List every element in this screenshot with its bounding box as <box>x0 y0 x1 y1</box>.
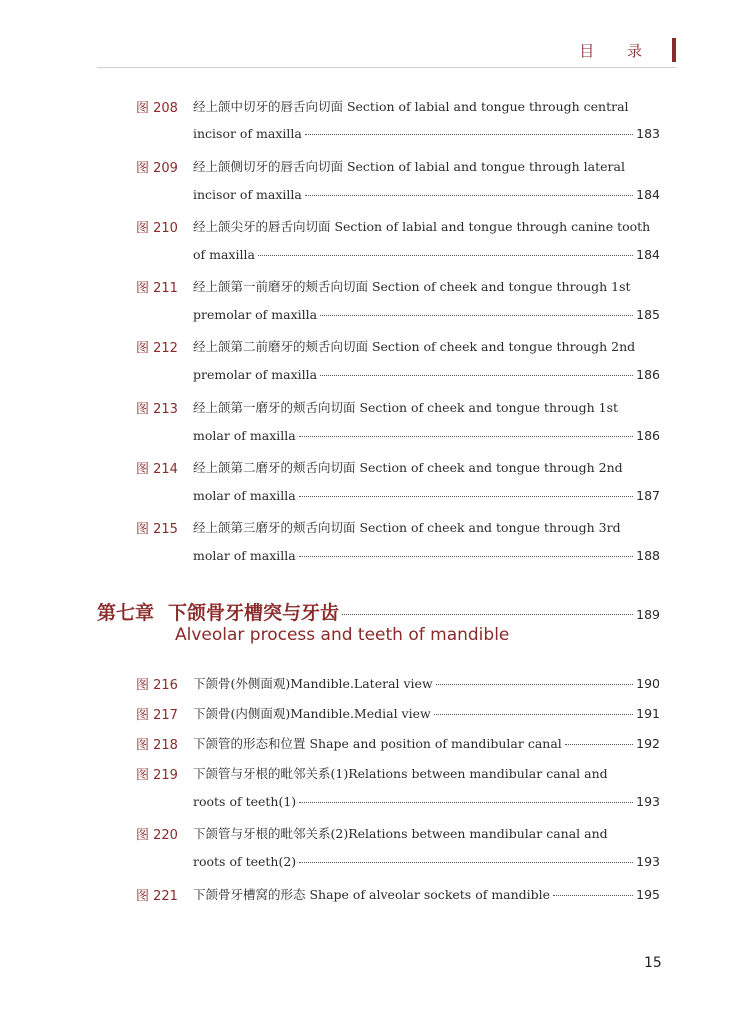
entry-page: 184 <box>636 247 660 262</box>
page-header <box>97 38 676 68</box>
entry-title: 经上颌第三磨牙的颊舌向切面 Section of cheek and tongue through 3rd <box>193 520 621 535</box>
figure-number: 图 213 <box>136 402 178 417</box>
dot-leader <box>434 714 633 715</box>
entry-leader-line <box>193 854 660 869</box>
entry-page: 183 <box>636 126 660 141</box>
header-rule <box>97 67 676 68</box>
header-accent-bar <box>672 38 676 62</box>
figure-number: 图 216 <box>136 678 178 693</box>
entry-leader-line <box>193 428 660 443</box>
entry-title: 下颌骨(内侧面观)Mandible.Medial view <box>193 706 431 721</box>
entry-page: 192 <box>636 736 660 751</box>
dot-leader <box>305 195 633 196</box>
entry-leader-line <box>193 794 660 809</box>
dot-leader <box>258 255 633 256</box>
chapter-label: 第七章 <box>97 602 155 624</box>
entry-title: 经上颌第二前磨牙的颊舌向切面 Section of cheek and tongue through 2nd <box>193 339 636 354</box>
entry-title: 经上颌第一前磨牙的颊舌向切面 Section of cheek and tongue through 1st <box>193 279 631 294</box>
entry-title-cont: roots of teeth(2) <box>193 854 297 869</box>
entry-leader-line <box>193 885 660 903</box>
entry-title-cont: molar of maxilla <box>193 428 296 443</box>
entry-title: 下颌骨牙槽窝的形态 Shape of alveolar sockets of mandible <box>193 887 551 902</box>
entry-title: 下颌管与牙根的毗邻关系(1)Relations between mandibular canal and <box>193 766 608 781</box>
chapter-title: 下颌骨牙槽突与牙齿 <box>168 602 340 624</box>
entry-page: 195 <box>636 887 660 902</box>
figure-number: 图 215 <box>136 522 178 537</box>
dot-leader <box>299 802 633 803</box>
entry-page: 184 <box>636 187 660 202</box>
entry-title: 下颌管的形态和位置 Shape and position of mandibular canal <box>193 736 562 751</box>
entry-page: 186 <box>636 367 660 382</box>
figure-number: 图 218 <box>136 738 178 753</box>
figure-number: 图 220 <box>136 828 178 843</box>
entry-title-cont: molar of maxilla <box>193 548 296 563</box>
dot-leader <box>299 496 633 497</box>
entry-leader-line <box>193 307 660 322</box>
entry-leader-line <box>193 367 660 382</box>
entry-title-cont: incisor of maxilla <box>193 126 302 141</box>
figure-number: 图 210 <box>136 221 178 236</box>
entry-page: 185 <box>636 307 660 322</box>
dot-leader <box>299 862 633 863</box>
entry-title-cont: premolar of maxilla <box>193 307 318 322</box>
entry-page: 186 <box>636 428 660 443</box>
figure-number: 图 217 <box>136 708 178 723</box>
entry-leader-line <box>193 674 660 692</box>
dot-leader <box>342 614 633 615</box>
page-number: 15 <box>644 955 662 971</box>
dot-leader <box>565 744 633 745</box>
entry-title-cont: incisor of maxilla <box>193 187 302 202</box>
dot-leader <box>305 134 633 135</box>
figure-number: 图 208 <box>136 101 178 116</box>
dot-leader <box>320 375 633 376</box>
entry-title-cont: of maxilla <box>193 247 255 262</box>
entry-title: 经上颌中切牙的唇舌向切面 Section of labial and tongue through central <box>193 99 629 114</box>
figure-number: 图 211 <box>136 281 178 296</box>
entry-page: 188 <box>636 548 660 563</box>
entry-page: 193 <box>636 794 660 809</box>
entry-leader-line <box>193 548 660 563</box>
figure-number: 图 212 <box>136 341 178 356</box>
chapter-page: 189 <box>636 607 660 622</box>
entry-page: 193 <box>636 854 660 869</box>
figure-number: 图 214 <box>136 462 178 477</box>
entry-title: 经上颌第一磨牙的颊舌向切面 Section of cheek and tongue through 1st <box>193 400 619 415</box>
entry-title-cont: premolar of maxilla <box>193 367 318 382</box>
entry-title-cont: roots of teeth(1) <box>193 794 297 809</box>
dot-leader <box>320 315 633 316</box>
figure-number: 图 221 <box>136 889 178 904</box>
entry-title-cont: molar of maxilla <box>193 488 296 503</box>
dot-leader <box>553 895 633 896</box>
entry-page: 190 <box>636 676 660 691</box>
chapter-title-en: Alveolar process and teeth of mandible <box>175 625 510 645</box>
figure-number: 图 209 <box>136 161 178 176</box>
entry-title: 经上颌第二磨牙的颊舌向切面 Section of cheek and tongue through 2nd <box>193 460 623 475</box>
chapter-heading[interactable] <box>97 598 660 625</box>
entry-title: 经上颌侧切牙的唇舌向切面 Section of labial and tongue through lateral <box>193 159 625 174</box>
figure-number: 图 219 <box>136 768 178 783</box>
dot-leader <box>299 556 633 557</box>
dot-leader <box>299 436 633 437</box>
entry-leader-line <box>193 187 660 202</box>
entry-leader-line <box>193 704 660 722</box>
entry-title: 经上颌尖牙的唇舌向切面 Section of labial and tongue through canine tooth <box>193 219 651 234</box>
header-title: 目 录 <box>579 42 656 60</box>
entry-title: 下颌骨(外侧面观)Mandible.Lateral view <box>193 676 433 691</box>
entry-leader-line <box>193 488 660 503</box>
entry-leader-line <box>193 734 660 752</box>
entry-title: 下颌管与牙根的毗邻关系(2)Relations between mandibular canal and <box>193 826 608 841</box>
entry-page: 191 <box>636 706 660 721</box>
entry-leader-line <box>193 126 660 141</box>
entry-leader-line <box>193 247 660 262</box>
entry-page: 187 <box>636 488 660 503</box>
dot-leader <box>436 684 633 685</box>
